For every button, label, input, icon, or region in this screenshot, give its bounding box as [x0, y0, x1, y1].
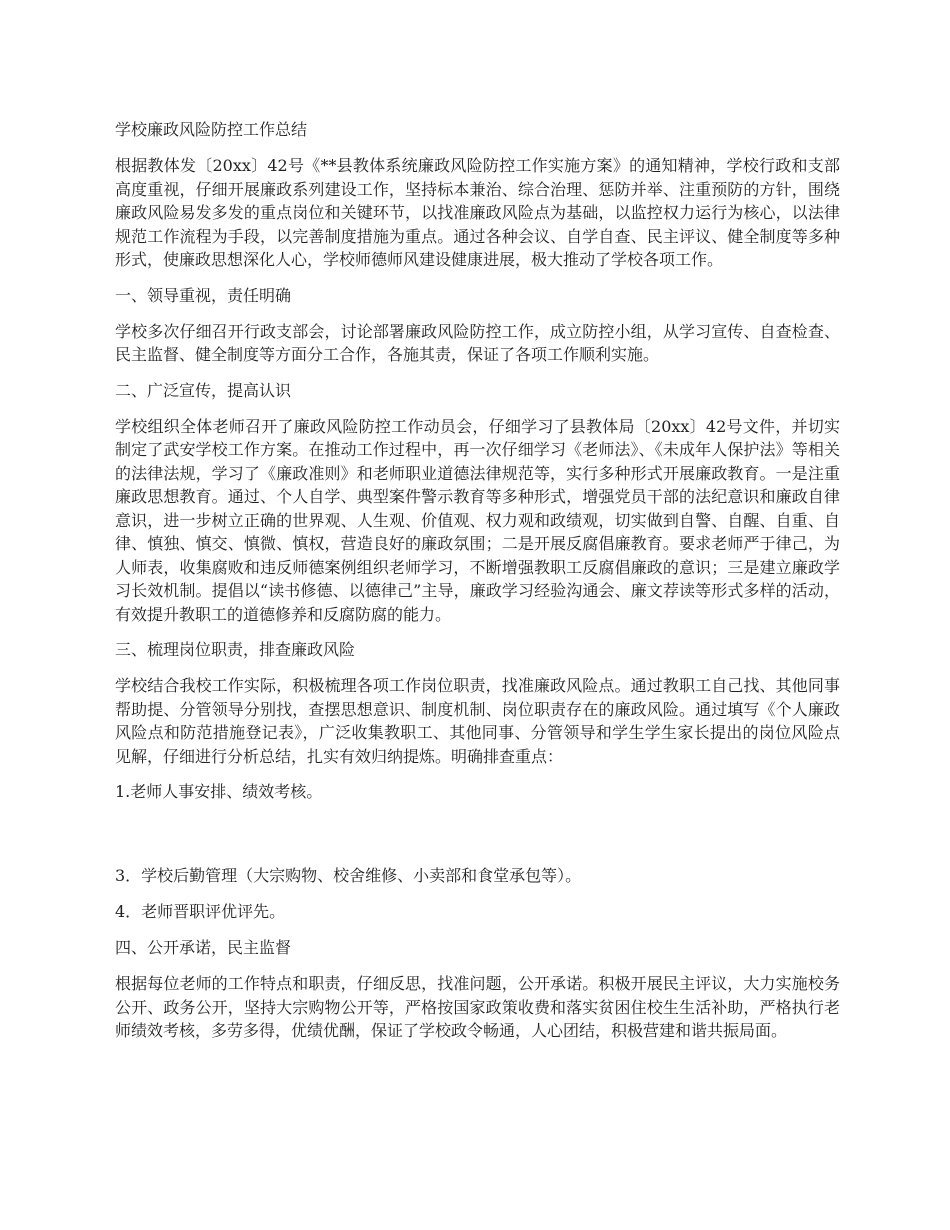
intro-paragraph: 根据教体发〔20xx〕42号《**县教体系统廉政风险防控工作实施方案》的通知精神，学校行政和支部高度重视，仔细开展廉政系列建设工作，坚持标本兼治、综合治理、惩防并举、注重预防的方针，围绕廉政风险易发多发的重点岗位和关键环节，以找准廉政风险点为基础，以监控权力运行为核心，以法律规范工作流程为手段，以完善制度措施为重点。通过各种会议、自学自查、民主评议、健全制度等多种形式，使廉政思想深化人心，学校师德师风建设健康进展，极大推动了学校各项工作。 [115, 156, 840, 269]
section-heading-4: 四、公开承诺，民主监督 [115, 938, 292, 957]
section-heading-1: 一、领导重视，责任明确 [115, 285, 292, 305]
document-page [115, 118, 840, 1055]
section-body-2: 学校组织全体老师召开了廉政风险防控工作动员会，仔细学习了县教体局〔20xx〕42号文件，并切实制定了武安学校工作方案。在推动工作过程中，再一次仔细学习《老师法》、《未成年人保护法》等相关的法律法规，学习了《廉政准则》和老师职业道德法律规范等，实行多种形式开展廉政教育。一是注重廉政思想教育。通过、个人自学、典型案件警示教育等多种形式，增强党员干部的法纪意识和廉政自律意识，进一步树立正确的世界观、人生观、价值观、权力观和政绩观，切实做到自警、自醒、自重、自律、慎独、慎交、慎微、慎权，营造良好的廉政氛围；二是开展反腐倡廉教育。要求老师严于律己，为人师表，收集腐败和违反师德案例组织老师学习，不断增强教职工反腐倡廉政的意识；三是建立廉政学习长效机制。提倡以“读书修德、以德律己”主导，廉政学习经验沟通会、廉文荐读等形式多样的活动，有效提升教职工的道德修养和反腐防腐的能力。 [115, 416, 840, 624]
section-body-1: 学校多次仔细召开行政支部会，讨论部署廉政风险防控工作，成立防控小组，从学习宣传、自查检查、民主监督、健全制度等方面分工合作，各施其责，保证了各项工作顺利实施。 [115, 321, 840, 364]
section-heading-3: 三、梳理岗位职责，排查廉政风险 [115, 640, 356, 659]
section-heading-2: 二、广泛宣传，提高认识 [115, 380, 292, 400]
section-body-3: 学校结合我校工作实际，积极梳理各项工作岗位职责，找准廉政风险点。通过教职工自己找、其他同事帮助提、分管领导分别找，查摆思想意识、制度机制、岗位职责存在的廉政风险。通过填写《个人廉政风险点和防范措施登记表》，广泛收集教职工、其他同事、分管领导和学生学生家长提出的岗位风险点见解，仔细进行分析总结，扎实有效归纳提炼。明确排查重点： [115, 676, 840, 766]
document-title: 学校廉政风险防控工作总结 [115, 120, 308, 139]
section-body-4: 根据每位老师的工作特点和职责，仔细反思，找准问题，公开承诺。积极开展民主评议，大力实施校务公开、政务公开，坚持大宗购物公开等，严格按国家政策收费和落实贫困住校生生活补助，严格执行老师绩效考核，多劳多得，优绩优酬，保证了学校政令畅通，人心团结，积极营建和谐共振局面。 [115, 974, 840, 1040]
blank-gap [115, 816, 840, 864]
list-item: 4．老师晋职评优评先。 [115, 902, 286, 921]
list-item: 1.老师人事安排、绩效考核。 [115, 782, 323, 801]
list-item: 3．学校后勤管理（大宗购物、校舍维修、小卖部和食堂承包等）。 [115, 866, 582, 885]
